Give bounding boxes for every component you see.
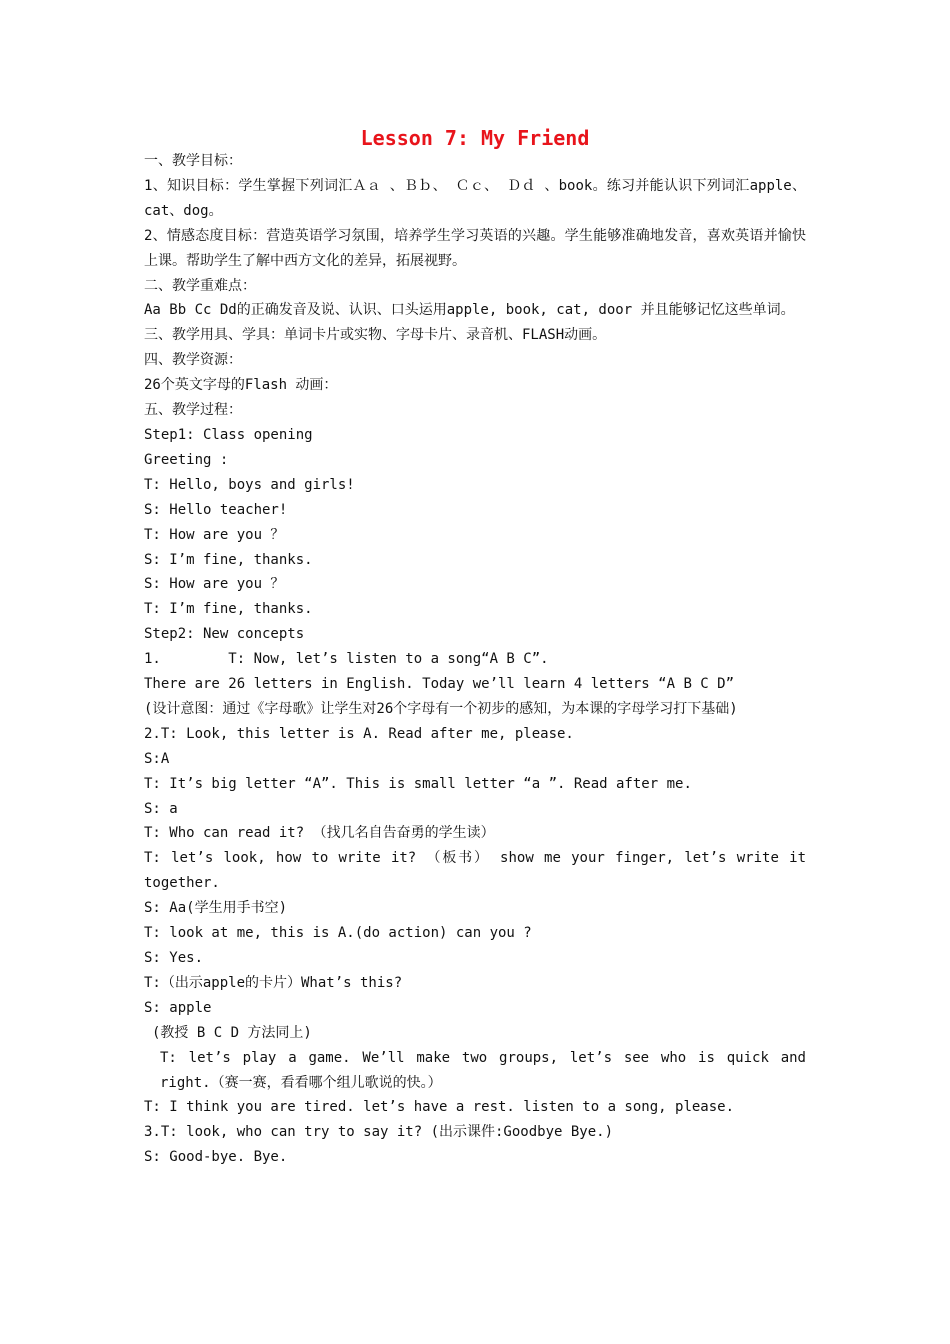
dialogue-line: T: It’s big letter “A”. This is small letter “a ”. Read after me. <box>144 775 692 792</box>
section-heading-goals: 一、教学目标： <box>144 153 242 169</box>
dialogue-line: T: Hello, boys and girls! <box>144 476 355 493</box>
dialogue-line: S: a <box>144 800 178 817</box>
dialogue-line: S: Good-bye. Bye. <box>144 1149 288 1166</box>
paragraph-knowledge-goal: 1、知识目标：学生掌握下列词汇Ａａ 、Ｂｂ、 Ｃｃ、 Ｄｄ 、book。练习并能认识下列词汇apple、cat、dog。 <box>144 177 806 219</box>
dialogue-line: T: Who can read it? （找几名自告奋勇的学生读） <box>144 825 495 842</box>
dialogue-line: S: Yes. <box>144 950 204 966</box>
step-heading: Step2: New concepts <box>144 626 305 643</box>
dialogue-line: S:A <box>144 750 170 767</box>
section-heading-process: 五、教学过程： <box>144 402 242 419</box>
section-heading-resources: 四、教学资源： <box>144 352 242 369</box>
dialogue-line: S: Hello teacher! <box>144 501 288 518</box>
step-heading: Step1: Class opening <box>144 426 313 443</box>
dialogue-line: S: I’m fine, thanks. <box>144 551 313 568</box>
dialogue-line: S: How are you ？ <box>144 576 285 593</box>
dialogue-line: T: How are you ？ <box>144 526 285 543</box>
dialogue-line: There are 26 letters in English. Today we’ll learn 4 letters “A B C D” <box>144 676 735 693</box>
dialogue-line: T:（出示apple的卡片）What’s this? <box>144 974 403 991</box>
paragraph-resources: 26个英文字母的Flash 动画： <box>144 377 338 394</box>
section-heading-key-points: 二、教学重难点： <box>144 277 256 294</box>
paragraph-attitude-goal: 2、情感态度目标：营造英语学习氛围，培养学生学习英语的兴趣。学生能够准确地发音，喜欢英语并愉快上课。帮助学生了解中西方文化的差异，拓展视野。 <box>144 227 806 269</box>
dialogue-line: S: Aa(学生用手书空) <box>144 900 288 917</box>
dialogue-line: T: look at me, this is A.(do action) can you ? <box>144 925 532 942</box>
design-note: (设计意图：通过《字母歌》让学生对26个字母有一个初步的感知，为本课的字母学习打下基础) <box>144 700 738 717</box>
teaching-note: (教授 B C D 方法同上) <box>152 1024 312 1041</box>
dialogue-line: 3.T: look, who can try to say it? (出示课件:Goodbye Bye.) <box>144 1124 614 1141</box>
dialogue-line: T: let’s look, how to write it? （板书） show me your finger, let’s write it together. <box>144 850 815 892</box>
paragraph-key-points: Aa Bb Cc Dd的正确发音及说、认识、口头运用apple, book, cat, door 并且能够记忆这些单词。 <box>144 302 795 319</box>
dialogue-line: T: let’s play a game. We’ll make two groups, let’s see who is quick and right.（赛一赛，看看哪个组儿歌说的快。） <box>160 1049 815 1091</box>
dialogue-line: 1. T: Now, let’s listen to a song“A B C”. <box>144 651 549 668</box>
paragraph-teaching-aids: 三、教学用具、学具：单词卡片或实物、字母卡片、录音机、FLASH动画。 <box>144 327 607 344</box>
dialogue-line: T: I’m fine, thanks. <box>144 601 313 618</box>
document-body <box>144 149 815 1170</box>
dialogue-line: Greeting : <box>144 451 229 468</box>
document-title: Lesson 7: My Friend <box>360 126 590 150</box>
dialogue-line: 2.T: Look, this letter is A. Read after me, please. <box>144 725 574 742</box>
dialogue-line: T: I think you are tired. let’s have a rest. listen to a song, please. <box>144 1099 735 1116</box>
dialogue-line: S: apple <box>144 999 212 1016</box>
